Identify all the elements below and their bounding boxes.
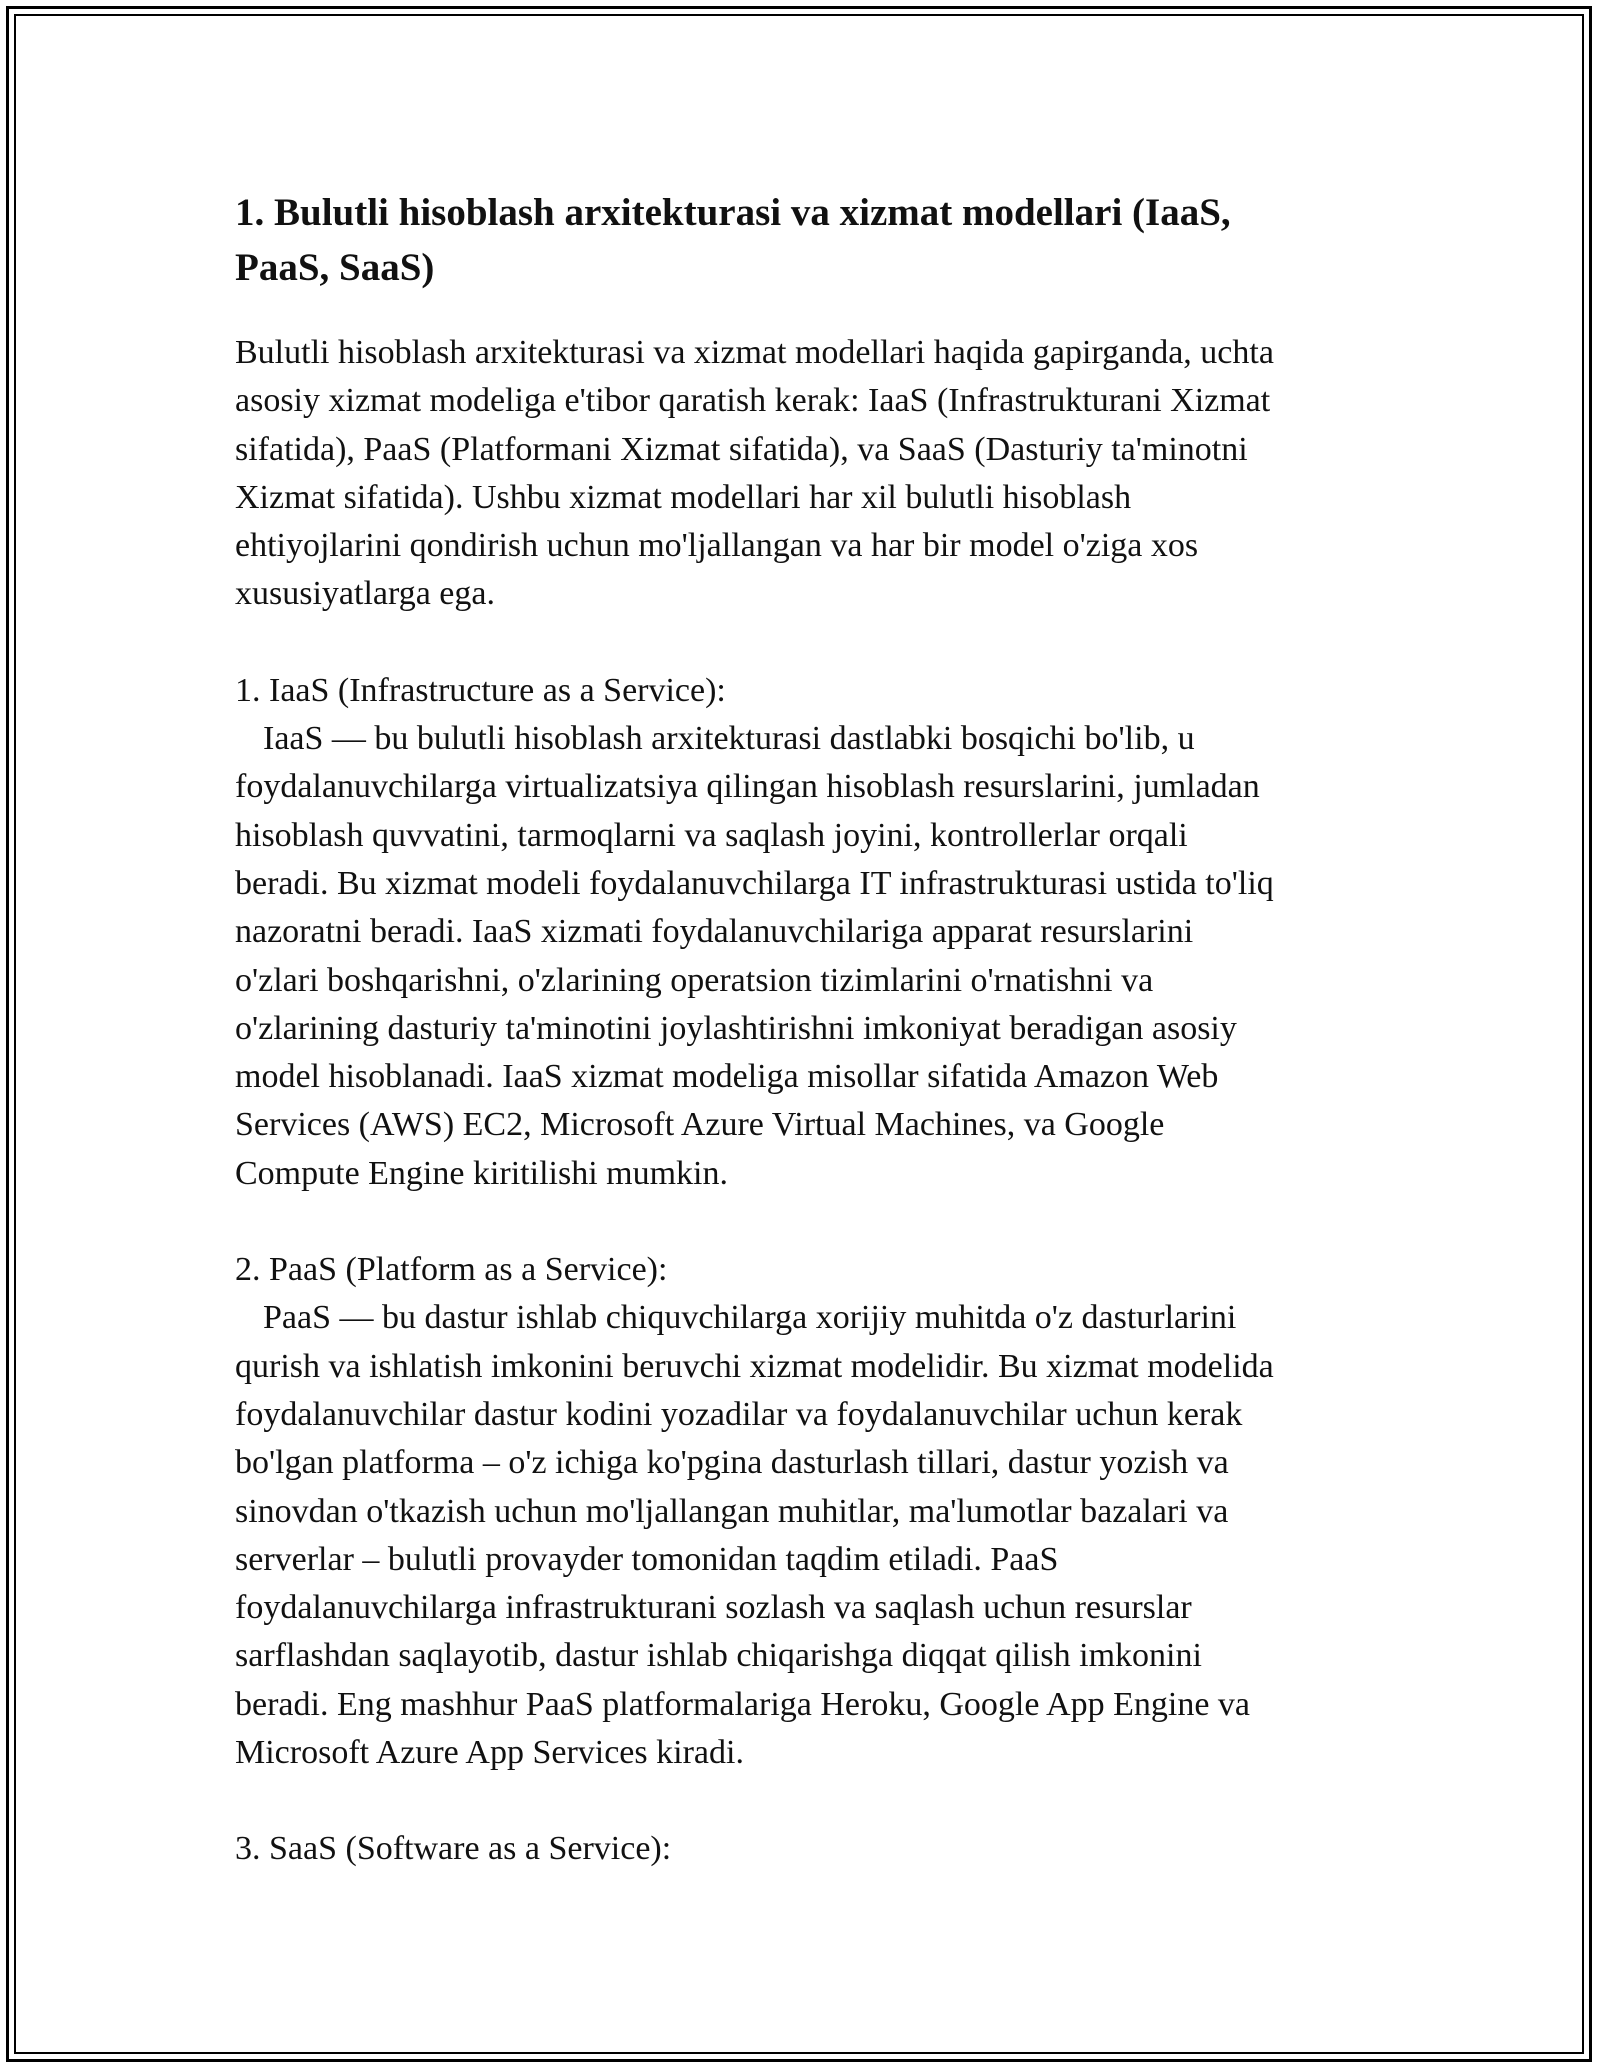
section-body-iaas: IaaS — bu bulutli hisoblash arxitekturasi dastlabki bosqichi bo'lib, u foydalanuvchilarga virtualizatsiya qilingan hisoblash resurslarini, jumladan hisoblash quvvatini, tarmoqlarni va saqlash joyini, kontrollerlar orqali beradi. Bu xizmat modeli foydalanuvchilarga IT infrastrukturasi ustida to'liq nazoratni beradi. IaaS xizmati foydalanuvchilariga apparat resurslarini o'zlari boshqarishni, o'zlarining operatsion tizimlarini o'rnatishni va o'zlarining dasturiy ta'minotini joylashtirishni imkoniyat beradigan asosiy model hisoblanadi. IaaS xizmat modeliga misollar sifatida Amazon Web Services (AWS) EC2, Microsoft Azure Virtual Machines, va Google Compute Engine kiritilishi mumkin. bbox=[235, 720, 1274, 1192]
paragraph-gap bbox=[235, 619, 1375, 667]
paragraph-gap bbox=[235, 1777, 1375, 1825]
document-title: 1. Bulutli hisoblash arxitekturasi va xizmat modellari (IaaS, PaaS, SaaS) bbox=[235, 191, 1231, 289]
paragraph-gap bbox=[235, 1198, 1375, 1246]
section-body-paas: PaaS — bu dastur ishlab chiquvchilarga xorijiy muhitda o'z dasturlarini qurish va ishlatish imkonini beruvchi xizmat modelidir. Bu xizmat modelida foydalanuvchilar dastur kodini yozadilar va foydalanuvchilar uchun kerak bo'lgan platforma – o'z ichiga ko'pgina dasturlash tillari, dastur yozish va sinovdan o'tkazish uchun mo'ljallangan muhitlar, ma'lumotlar bazalari va serverlar – bulutli provayder tomonidan taqdim etiladi. PaaS foydalanuvchilarga infrastrukturani sozlash va saqlash uchun resurslar sarflashdan saqlayotib, dastur ishlab chiqarishga diqqat qilish imkonini beradi. Eng mashhur PaaS platformalariga Heroku, Google App Engine va Microsoft Azure App Services kiradi. bbox=[235, 1299, 1274, 1772]
section-heading-iaas: 1. IaaS (Infrastructure as a Service): bbox=[235, 671, 726, 709]
document-content bbox=[235, 185, 1375, 1874]
section-heading-saas: 3. SaaS (Software as a Service): bbox=[235, 1830, 672, 1868]
section-heading-paas: 2. PaaS (Platform as a Service): bbox=[235, 1251, 668, 1289]
intro-paragraph: Bulutli hisoblash arxitekturasi va xizmat modellari haqida gapirganda, uchta asosiy xizmat modeliga e'tibor qaratish kerak: IaaS (Infrastrukturani Xizmat sifatida), PaaS (Platformani Xizmat sifatida), va SaaS (Dasturiy ta'minotni Xizmat sifatida). Ushbu xizmat modellari har xil bulutli hisoblash ehtiyojlarini qondirish uchun mo'ljallangan va har bir model o'ziga xos xususiyatlarga ega. bbox=[235, 334, 1274, 613]
